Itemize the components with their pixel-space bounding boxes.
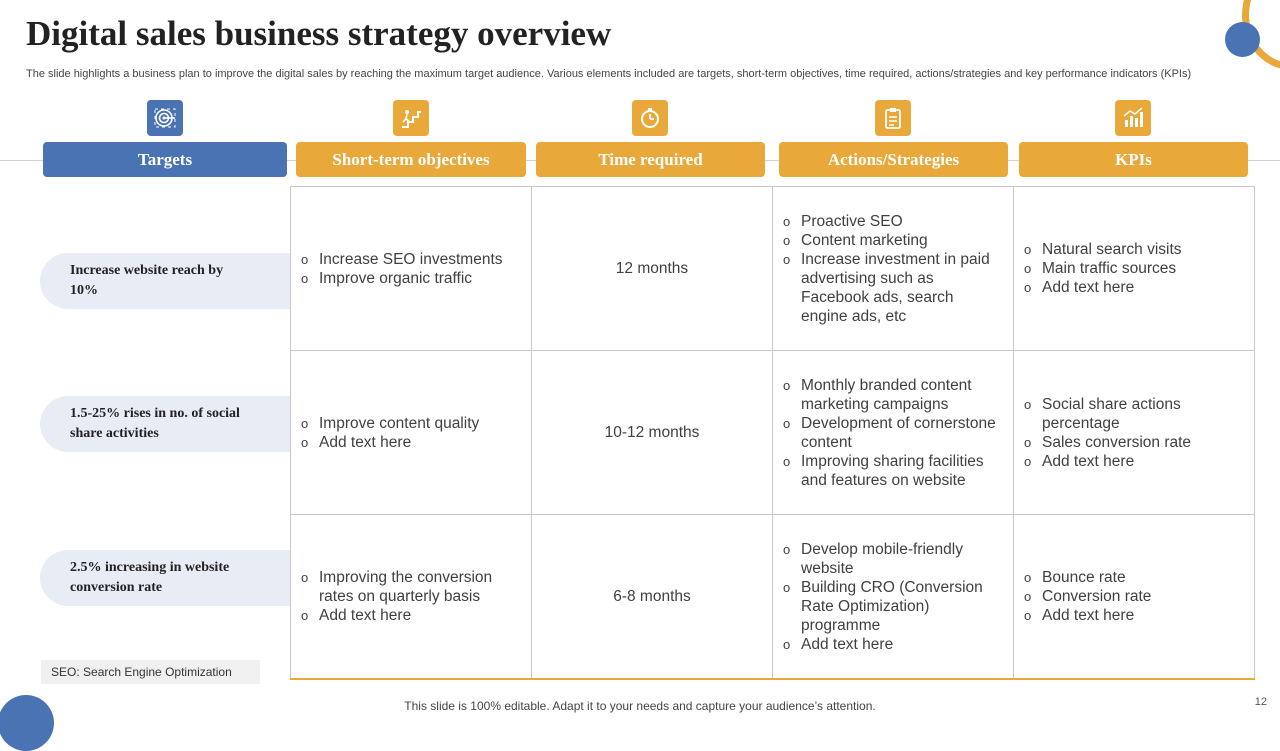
target-pill xyxy=(40,396,290,452)
target-pill xyxy=(40,253,290,309)
stopwatch-icon xyxy=(632,100,668,136)
list-item: o Add text here xyxy=(783,635,1003,654)
list-item: o Increase investment in paid advertising such as Facebook ads, search engine ads, etc xyxy=(783,250,1003,326)
list-item: o Conversion rate xyxy=(1024,587,1244,606)
list-item: o Add text here xyxy=(1024,452,1244,471)
list-item: o Add text here xyxy=(301,433,521,452)
list-item: o Content marketing xyxy=(783,231,1003,250)
kpis-cell xyxy=(1014,351,1255,515)
column-header-actions: Actions/Strategies xyxy=(779,142,1008,177)
objectives-cell xyxy=(291,351,532,515)
list-item: o Main traffic sources xyxy=(1024,259,1244,278)
kpis-cell xyxy=(1014,187,1255,351)
time-cell: 6-8 months xyxy=(532,515,773,680)
bar-chart-icon xyxy=(1115,100,1151,136)
list-item: o Development of cornerstone content xyxy=(783,414,1003,452)
slide-subtitle: The slide highlights a business plan to improve the digital sales by reaching the maximum target audience. Various elements included are targets, short-term objectives, time required, actions/strategies and key performance indicators (KPIs) xyxy=(26,68,1192,80)
table-row xyxy=(291,515,1255,680)
strategy-table xyxy=(290,186,1255,680)
list-item: o Improve organic traffic xyxy=(301,269,521,288)
footnote: SEO: Search Engine Optimization xyxy=(41,660,260,684)
slide-title: Digital sales business strategy overview xyxy=(26,14,612,53)
target-icon xyxy=(147,100,183,136)
actions-cell xyxy=(773,515,1014,680)
list-item: o Bounce rate xyxy=(1024,568,1244,587)
corner-decoration-dot xyxy=(1225,22,1260,57)
column-header-kpis: KPIs xyxy=(1019,142,1248,177)
table-row xyxy=(291,351,1255,515)
time-cell: 10-12 months xyxy=(532,351,773,515)
column-header-time: Time required xyxy=(536,142,765,177)
list-item: o Social share actions percentage xyxy=(1024,395,1244,433)
kpis-cell xyxy=(1014,515,1255,680)
clipboard-icon xyxy=(875,100,911,136)
list-item: o Natural search visits xyxy=(1024,240,1244,259)
list-item: o Add text here xyxy=(1024,606,1244,625)
objectives-cell xyxy=(291,187,532,351)
list-item: o Building CRO (Conversion Rate Optimization) programme xyxy=(783,578,1003,635)
target-pill xyxy=(40,550,290,606)
footer-text: This slide is 100% editable. Adapt it to your needs and capture your audience’s attention. xyxy=(404,699,876,713)
list-item: o Add text here xyxy=(301,606,521,625)
objectives-cell xyxy=(291,515,532,680)
list-item: o Monthly branded content marketing campaigns xyxy=(783,376,1003,414)
list-item: o Sales conversion rate xyxy=(1024,433,1244,452)
list-item: o Increase SEO investments xyxy=(301,250,521,269)
time-cell: 12 months xyxy=(532,187,773,351)
actions-cell xyxy=(773,187,1014,351)
page-number: 12 xyxy=(1254,696,1267,708)
target-text: 1.5-25% rises in no. of social share activities xyxy=(70,406,240,441)
column-header-targets: Targets xyxy=(43,142,287,177)
list-item: o Improving the conversion rates on quarterly basis xyxy=(301,568,521,606)
list-item: o Add text here xyxy=(1024,278,1244,297)
list-item: o Develop mobile-friendly website xyxy=(783,540,1003,578)
target-text: Increase website reach by 10% xyxy=(70,263,224,298)
actions-cell xyxy=(773,351,1014,515)
stairs-climb-icon xyxy=(393,100,429,136)
column-header-objectives: Short-term objectives xyxy=(296,142,526,177)
target-text: 2.5% increasing in website conversion rate xyxy=(70,560,230,595)
table-row xyxy=(291,187,1255,351)
list-item: o Improving sharing facilities and features on website xyxy=(783,452,1003,490)
list-item: o Improve content quality xyxy=(301,414,521,433)
list-item: o Proactive SEO xyxy=(783,212,1003,231)
